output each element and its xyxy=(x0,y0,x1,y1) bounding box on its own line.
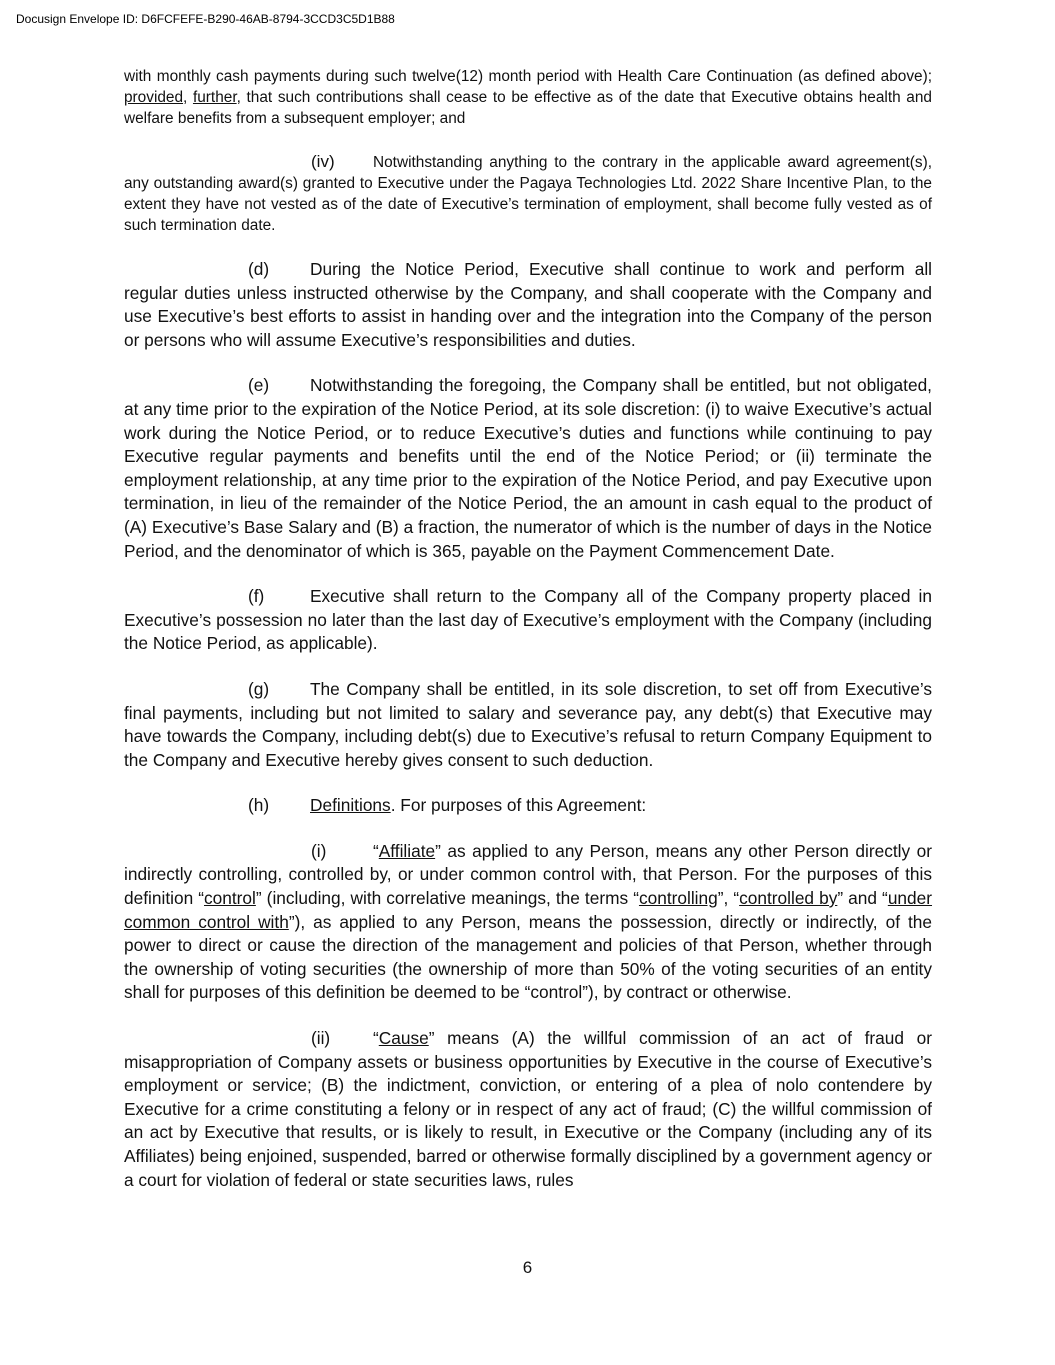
clause-number: (i) xyxy=(311,840,327,861)
provided-term: provided xyxy=(124,89,184,106)
docusign-envelope-id: Docusign Envelope ID: D6FCFEFE-B290-46AB-8794-3CCD3C5D1B88 xyxy=(16,12,395,26)
paragraph-d xyxy=(124,258,932,352)
document-body xyxy=(124,66,932,1192)
text: , xyxy=(183,89,193,106)
controlling-term: controlling xyxy=(638,888,718,909)
quote: “ xyxy=(373,1028,379,1049)
clause-text: ” means (A) the willful commission of an act of fraud or misappropriation of Company assets or business opportunities by Executive in the course of Executive’s employment or service; (B) the indictment, conviction, or entering of a plea of nolo contendere by Executive for a crime constituting a felony or in respect of any act of fraud; (C) the willful commission of an act by Executive that results, or is likely to result, in Executive or the Company (including any of its Affiliates) being enjoined, suspended, barred or otherwise formally disciplined by a government agency or a court for violation of federal or state securities laws, rules xyxy=(124,1028,932,1190)
text: with monthly cash payments during such twelve(12) month period with Health Care Continuation (as defined above); xyxy=(124,68,932,85)
paragraph-continuation xyxy=(124,66,932,129)
further-term: further xyxy=(192,89,237,106)
clause-text: . For purposes of this Agreement: xyxy=(390,795,647,816)
clause-text: ” and “ xyxy=(837,888,888,909)
clause-number: (d) xyxy=(248,259,270,279)
clause-number: (h) xyxy=(248,795,270,816)
clause-text: During the Notice Period, Executive shall continue to work and perform all regular duties unless instructed otherwise by the Company, and shall cooperate with the Company and use Executive’s best efforts to assist in handing over and the integration into the Company of the person or persons who will assume Executive’s responsibilities and duties. xyxy=(124,259,932,350)
affiliate-term: Affiliate xyxy=(378,840,436,861)
paragraph-h xyxy=(124,794,932,818)
text: , that such contributions shall cease to be effective as of the date that Executive obtains health and welfare benefits from a subsequent employer; and xyxy=(124,89,932,127)
page-number: 6 xyxy=(522,1258,533,1277)
clause-number: (f) xyxy=(248,586,265,607)
clause-number: (e) xyxy=(248,375,270,396)
clause-text: The Company shall be entitled, in its sole discretion, to set off from Executive’s final payments, including but not limited to salary and severance pay, any debt(s) that Executive may have towards the Company, including debt(s) due to Executive’s refusal to return Company Equipment to the Company and Executive hereby gives consent to such deduction. xyxy=(124,678,932,770)
clause-text: ”), as applied to any Person, means the possession, directly or indirectly, of the power to direct or cause the direction of the management and policies of that Person, whether through the ownership of voting securities (the ownership of more than 50% of the voting securities of an entity shall for purposes of this definition be deemed to be “control”), by contract or otherwise. xyxy=(124,911,932,1003)
clause-text: ” (including, with correlative meanings, the terms “ xyxy=(255,888,639,909)
clause-text: Notwithstanding anything to the contrary in the applicable award agreement(s), any outstanding award(s) granted to Executive under the Pagaya Technologies Ltd. 2022 Share Incentive Plan, to the extent they have not vested as of the date of Executive’s termination of employment, shall become fully vested as of such termination date. xyxy=(124,154,932,234)
clause-text: Notwithstanding the foregoing, the Company shall be entitled, but not obligated, at any time prior to the expiration of the Notice Period, at its sole discretion: (i) to waive Executive’s actual work during the Notice Period, or to reduce Executive’s duties and functions while continuing to pay Executive regular payments and benefits until the end of the Notice Period; or (ii) terminate the employment relationship, at any time prior to the expiration of the Notice Period, and pay Executive upon termination, in lieu of the remainder of the Notice Period, the an amount in cash equal to the product of (A) Executive’s Base Salary and (B) a fraction, the numerator of which is the number of days in the Notice Period, and the denominator of which is 365, payable on the Payment Commencement Date. xyxy=(124,375,932,561)
clause-text: ” as applied to any Person, means any other Person directly or indirectly controlling, controlled by, or under common control with, that Person. For the purposes of this definition “ xyxy=(124,840,932,909)
quote: “ xyxy=(373,840,379,861)
paragraph-affiliate xyxy=(124,840,932,1005)
clause-number: (iv) xyxy=(311,152,335,171)
clause-text: ”, “ xyxy=(717,888,740,909)
paragraph-f xyxy=(124,585,932,656)
paragraph-cause xyxy=(124,1027,932,1192)
cause-term: Cause xyxy=(378,1028,429,1049)
paragraph-e xyxy=(124,374,932,563)
clause-text: Executive shall return to the Company all of the Company property placed in Executive’s possession no later than the last day of Executive’s employment with the Company (including the Notice Period, as applicable). xyxy=(124,586,932,654)
controlled-by-term: controlled by xyxy=(739,888,838,909)
clause-number: (ii) xyxy=(311,1028,331,1049)
control-term: control xyxy=(204,888,256,909)
clause-number: (g) xyxy=(248,678,270,699)
paragraph-g xyxy=(124,678,932,772)
under-common-control-term: under common control with xyxy=(124,888,933,932)
definitions-heading: Definitions xyxy=(310,795,391,816)
paragraph-iv xyxy=(124,151,932,236)
